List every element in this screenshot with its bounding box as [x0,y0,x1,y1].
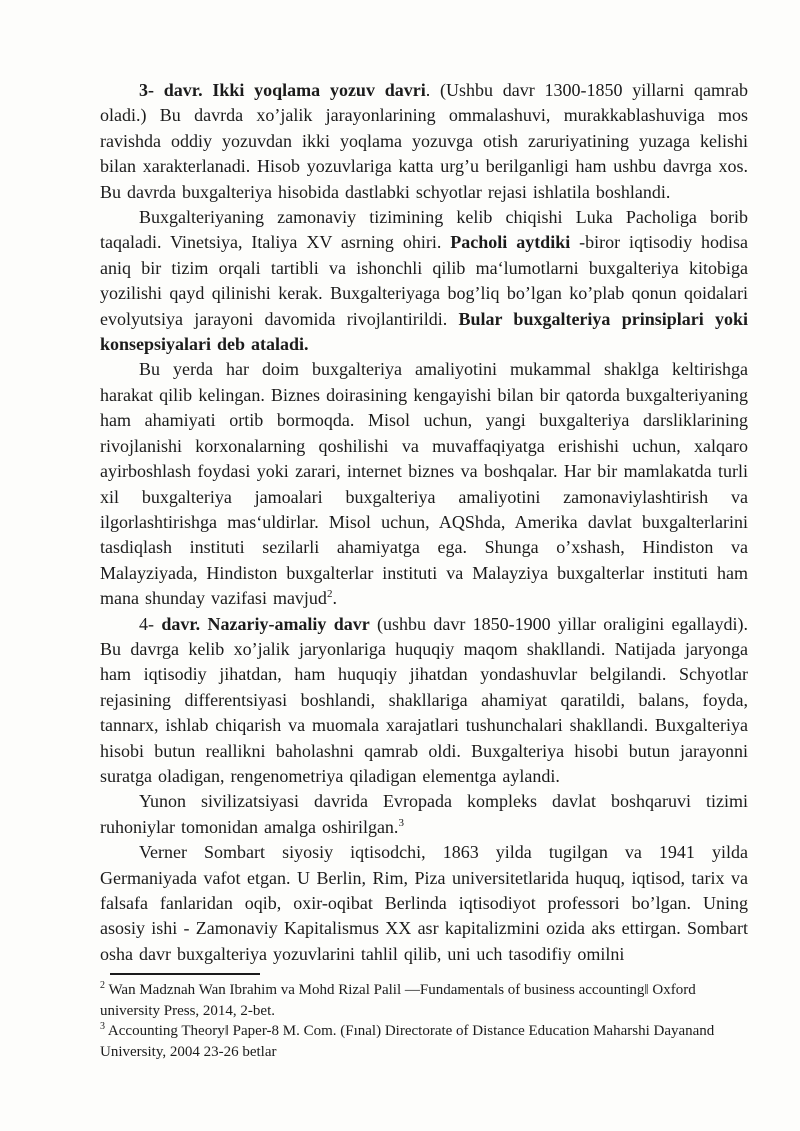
body-text-run: (ushbu davr 1850-1900 yillar oraligini egallaydi). Bu davrga kelib xo’jalik jaryonlariga huquqiy maqom shakllandi. Natijada jaryonga ham iqtisodiy jihatdan, ham huquqiy jihatdan yondashuvlar belgilandi. Schyotlar rejasining differentsiyasi boshlandi, shakllariga ahamiyat qaratildi, balans, foyda, tannarx, ishlab chiqarish va muomala xarajatlari tushunchalari shakllandi. Buxgalteriya hisobi butun reallikni baholashni qamrab oldi. Buxgalteriya hisobi butun jarayonni suratga oladigan, rengenometriya qiladigan elementga aylandi. [100,613,748,786]
bold-text: Pacholi aytdiki [450,232,571,253]
body-text-run: . [332,588,337,609]
body-text-run: . (Ushbu davr 1300-1850 yillarni qamrab oladi.) Bu davrda xo’jalik jarayonlarining ommalashuvi, murakkablashuviga mos ravishda oddiy yozuvdan ikki yoqlama yozuvga otish zaruriyatining yuzaga kelishi bilan xarakterlanadi. Hisob yozuvlariga katta urg’u berilganligi ham ushbu davrga xos. Bu davrda buxgalteriya hisobida dastlabki schyotlar rejasi ishlatila boshlandi. [100,80,748,202]
paragraph [100,789,748,840]
body-text-run: 4- [139,613,162,634]
footnote [100,980,748,1021]
paragraph [100,205,748,357]
body-text-run: Bu yerda har doim buxgalteriya amaliyotini mukammal shaklga keltirishga harakat qilib kelingan. Biznes doirasining kengayishi bilan bir qatorda buxgalteriyaning ham ahamiyati ortib bormoqda. Misol uchun, yangi buxgalteriya darsliklarining rivojlanishi korxonalarning qoshilishi va muvaffaqiyatga erishishi uchun, xalqaro ayirboshlash foydasi yoki zarari, internet biznes va boshqalar. Har bir mamlakatda turli xil buxgalteriya jamoalari buxgalteriya amaliyotini zamonaviylashtirish va ilgorlashtirishga mas‘uldirlar. Misol uchun, AQShda, Amerika davlat buxgalterlarini tasdiqlash instituti sezilarli ahamiyatga ega. Shunga o’xshash, Hindiston va Malayziyada, Hindiston buxgalterlar instituti va Malayziya buxgalterlar instituti ham mana shunday vazifasi mavjud [100,359,748,609]
footnote-marker: 3 [100,1021,105,1033]
bold-text: Bular buxgalteriya prinsiplari yoki konsepsiyalari deb ataladi. [100,308,748,355]
footnote-text: Wan Madznah Wan Ibrahim va Mohd Rizal Palil —Fundamentals of business accounting‖ Oxford university Press, 2014, 2-bet. [100,982,696,1019]
footnote-ref: 3 [398,816,404,829]
bold-text: 3- davr. Ikki yoqlama yozuv davri [139,80,426,100]
footnote-marker: 2 [100,980,105,992]
footnote-text: Accounting Theory‖ Paper-8 M. Com. (Fınal) Directorate of Distance Education Maharshi Dayanand University, 2004 23-26 betlar [100,1023,715,1060]
footnote-separator [110,973,260,975]
footnote-ref: 2 [326,588,333,601]
footnote-area [100,973,748,1062]
paragraph [100,78,748,205]
body-text-run: Buxgalteriyaning zamonaviy tizimining kelib chiqishi Luka Pacholiga borib taqaladi. Vinetsiya, Italiya XV asrning ohiri. [100,207,748,253]
footnote-list [100,980,748,1062]
footnote [100,1021,748,1062]
body-text-run: Verner Sombart siyosiy iqtisodchi, 1863 yilda tugilgan va 1941 yilda Germaniyada vafot etgan. U Berlin, Rim, Piza universitetlarida huquq, iqtisod, tarix va falsafa fanlaridan oqib, oxir-oqibat Berlinda iqtisodiyot professori bo’lgan. Uning asosiy ishi - Zamonaviy Kapitalismus XX asr kapitalizmini ozida aks ettirgan. Sombart osha davr buxgalteriya yozuvlarini tahlil qilib, uni uch tasodifiy omilni [100,842,748,964]
paragraph [100,840,748,967]
body-text-run: -biror iqtisodiy hodisa aniq bir tizim orqali tartibli va ishonchli qilib ma‘lumotlarni buxgalteriya kitobiga yozilishi qayd qilinishi kerak. Buxgalteriyaga bog’liq bo’lgan ko’plab qonun qoidalari evolyutsiya jarayoni davomida rivojlantirildi. [100,232,748,329]
bold-text: davr. Nazariy-amaliy davr [161,613,370,634]
document-body [100,78,748,967]
body-text-run: Yunon sivilizatsiyasi davrida Evropada kompleks davlat boshqaruvi tizimi ruhoniylar tomonidan amalga oshirilgan. [100,791,748,837]
paragraph [100,612,748,790]
paragraph [100,357,748,611]
